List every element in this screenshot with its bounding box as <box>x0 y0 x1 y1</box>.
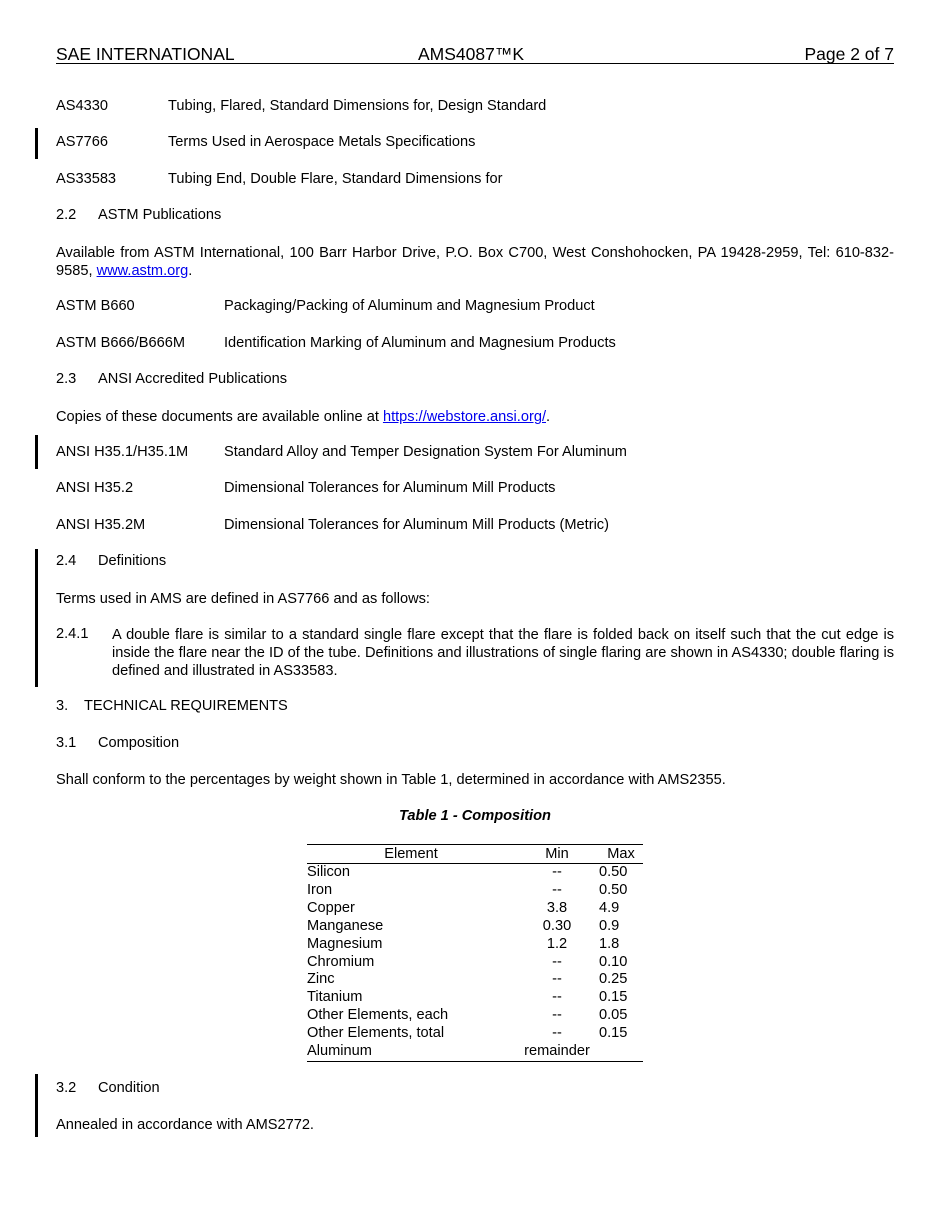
table-row <box>307 1043 643 1061</box>
section-title: ASTM Publications <box>98 207 222 223</box>
change-bar <box>35 549 38 687</box>
ref-title: Packaging/Packing of Aluminum and Magnesium Product <box>224 298 595 314</box>
min-cell: -- <box>552 971 562 988</box>
ref-code: ANSI H35.2M <box>56 517 146 533</box>
ref-code: ASTM B660 <box>56 298 135 314</box>
element-cell: Titanium <box>307 989 363 1006</box>
table-row <box>307 900 643 918</box>
element-cell: Manganese <box>307 917 384 934</box>
ref-title: Identification Marking of Aluminum and Magnesium Products <box>224 335 616 351</box>
definition-text: A double flare is similar to a standard single flare except that the flare is folded back on itself such that the cut edge is inside the flare near the ID of the tube. Definitions and illustrations of single flaring are shown in AS4330; double flaring is defined and illustrated in AS33583. <box>112 627 894 679</box>
table-row <box>307 989 643 1007</box>
header-page: Page 2 of 7 <box>804 44 894 64</box>
section-number: 2.2 <box>56 207 77 223</box>
condition-text: Annealed in accordance with AMS2772. <box>56 1117 314 1133</box>
ref-title: Standard Alloy and Temper Designation System For Aluminum <box>224 444 627 460</box>
ref-code: AS4330 <box>56 98 108 114</box>
max-cell: 1.8 <box>599 935 620 952</box>
ref-code: ANSI H35.2 <box>56 480 134 496</box>
ref-code: AS33583 <box>56 171 117 187</box>
min-cell: -- <box>552 1007 562 1024</box>
column-header: Element <box>307 845 515 864</box>
definitions-intro: Terms used in AMS are defined in AS7766 and as follows: <box>56 591 430 607</box>
section-title: Definitions <box>98 553 167 569</box>
section-number: 2.3 <box>56 371 77 387</box>
ref-code: AS7766 <box>56 134 108 150</box>
element-cell: Zinc <box>307 971 335 988</box>
section-title: TECHNICAL REQUIREMENTS <box>84 698 288 714</box>
table-row <box>307 1007 643 1025</box>
min-cell: remainder <box>515 1043 599 1061</box>
element-cell: Copper <box>307 899 355 916</box>
section-number: 2.4 <box>56 553 77 569</box>
max-cell: 0.15 <box>599 1025 628 1042</box>
element-cell: Iron <box>307 881 333 898</box>
change-bar <box>35 128 38 159</box>
max-cell: 0.9 <box>599 917 620 934</box>
table-caption: Table 1 - Composition <box>399 808 551 824</box>
table-row <box>307 954 643 972</box>
section-title: Composition <box>98 735 180 751</box>
astm-availability: Available from ASTM International, 100 Barr Harbor Drive, P.O. Box C700, West Conshohocken, PA 19428-2959, Tel: 610-832-9585, www.astm.org. <box>56 245 894 279</box>
table-header-row <box>307 845 643 864</box>
ref-code: ASTM B666/B666M <box>56 335 185 351</box>
max-cell: 0.05 <box>599 1007 628 1024</box>
max-cell: 0.10 <box>599 953 628 970</box>
availability-text: Available from ASTM International, 100 Barr Harbor Drive, P.O. Box C700, West Conshohocken, PA 19428-2959, Tel: 610-832-9585, <box>56 245 894 279</box>
section-title: ANSI Accredited Publications <box>98 371 288 387</box>
element-cell: Other Elements, each <box>307 1007 449 1024</box>
section-number: 3.2 <box>56 1080 77 1096</box>
ref-title: Terms Used in Aerospace Metals Specifications <box>168 134 476 150</box>
min-cell: -- <box>552 864 562 880</box>
header-rule <box>56 63 894 64</box>
min-cell: -- <box>552 989 562 1006</box>
ref-title: Dimensional Tolerances for Aluminum Mill Products (Metric) <box>224 517 609 533</box>
column-header: Max <box>599 845 643 864</box>
max-cell <box>599 1043 643 1061</box>
element-cell: Magnesium <box>307 935 383 952</box>
max-cell: 0.25 <box>599 971 628 988</box>
ref-title: Tubing, Flared, Standard Dimensions for, Design Standard <box>168 98 547 114</box>
min-cell: -- <box>552 881 562 898</box>
table-row <box>307 936 643 954</box>
ref-code: ANSI H35.1/H35.1M <box>56 444 189 460</box>
max-cell: 0.50 <box>599 881 628 898</box>
ref-title: Dimensional Tolerances for Aluminum Mill Products <box>224 480 556 496</box>
table-row <box>307 971 643 989</box>
element-cell: Silicon <box>307 864 350 880</box>
section-title: Condition <box>98 1080 160 1096</box>
max-cell: 0.50 <box>599 864 628 880</box>
table-row <box>307 864 643 882</box>
composition-table <box>307 844 643 1062</box>
section-number: 3.1 <box>56 735 77 751</box>
composition-text: Shall conform to the percentages by weight shown in Table 1, determined in accordance with AMS2355. <box>56 772 726 788</box>
ansi-link[interactable]: https://webstore.ansi.org/ <box>382 409 546 425</box>
definition-number: 2.4.1 <box>56 626 89 642</box>
change-bar <box>35 1074 38 1137</box>
header-org: SAE INTERNATIONAL <box>56 44 235 64</box>
header-doc-number: AMS4087™K <box>418 44 525 64</box>
min-cell: 3.8 <box>546 899 568 916</box>
element-cell: Chromium <box>307 953 375 970</box>
min-cell: -- <box>552 1025 562 1042</box>
min-cell: 1.2 <box>546 935 568 952</box>
element-cell: Aluminum <box>307 1043 515 1061</box>
min-cell: 0.30 <box>542 917 572 934</box>
section-number: 3. <box>56 698 69 714</box>
max-cell: 4.9 <box>599 899 620 916</box>
availability-text: Copies of these documents are available online at <box>56 409 383 425</box>
astm-link[interactable]: www.astm.org <box>96 263 189 279</box>
change-bar <box>35 435 38 469</box>
ref-title: Tubing End, Double Flare, Standard Dimensions for <box>168 171 503 187</box>
table-row <box>307 1025 643 1043</box>
ansi-availability: Copies of these documents are available online at https://webstore.ansi.org/. <box>56 409 551 425</box>
min-cell: -- <box>552 953 562 970</box>
column-header: Min <box>515 845 599 864</box>
max-cell: 0.15 <box>599 989 628 1006</box>
table-row <box>307 918 643 936</box>
element-cell: Other Elements, total <box>307 1025 445 1042</box>
table-row <box>307 882 643 900</box>
